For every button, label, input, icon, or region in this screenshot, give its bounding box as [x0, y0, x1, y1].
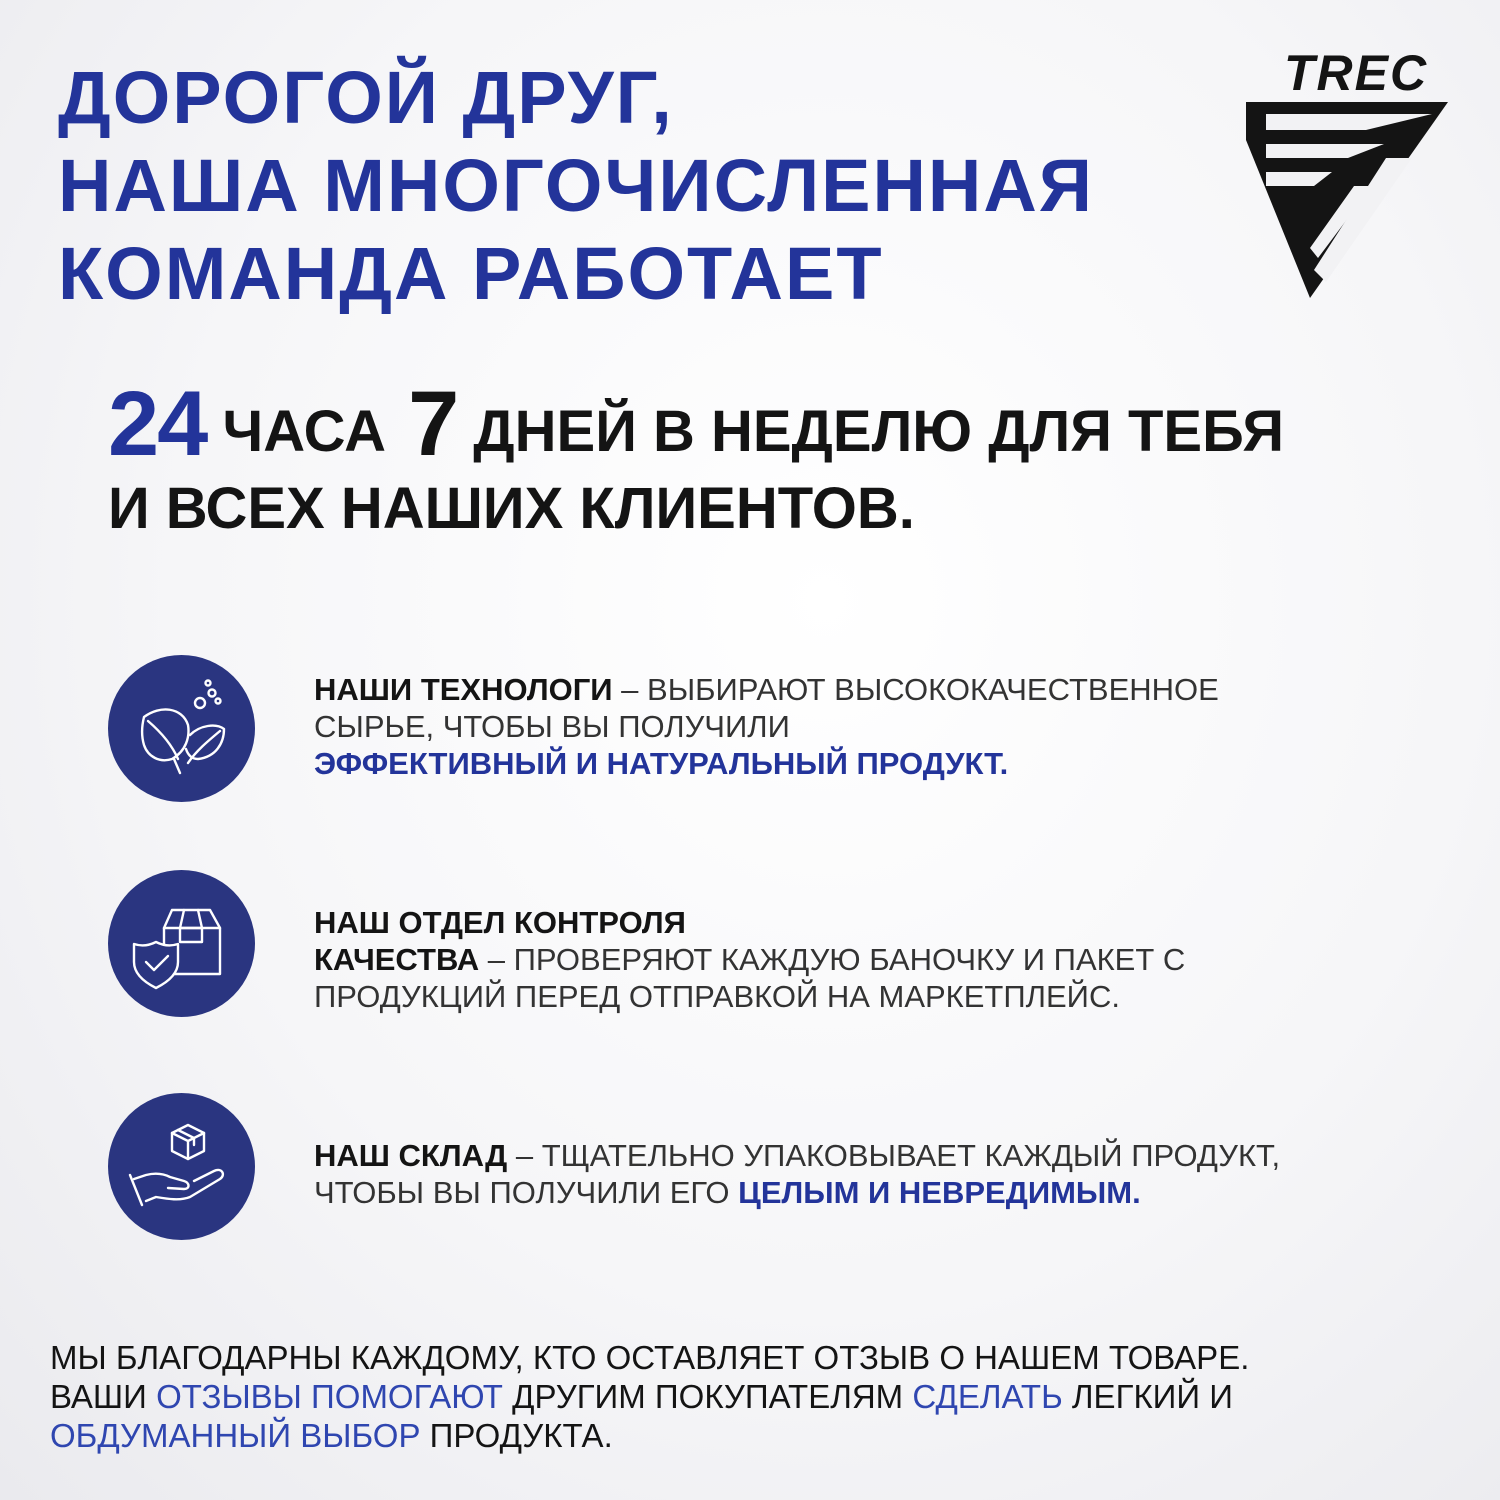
- footer-l3b: ПРОДУКТА.: [420, 1417, 613, 1454]
- headline-line-1: ДОРОГОЙ ДРУГ,: [58, 56, 674, 139]
- feature-bold-1: НАШ ОТДЕЛ КОНТРОЛЯ: [314, 905, 686, 940]
- feature-bold-2: КАЧЕСТВА: [314, 942, 480, 977]
- tagline-hours-word: ЧАСА: [222, 399, 386, 464]
- tagline: [108, 373, 1448, 548]
- feature-text-1: – ТЩАТЕЛЬНО УПАКОВЫВАЕТ КАЖДЫЙ ПРОДУКТ,: [507, 1138, 1281, 1173]
- feature-text: [314, 904, 1444, 1015]
- feature-text: [314, 1137, 1444, 1211]
- feature-text-2: ПРОДУКЦИЙ ПЕРЕД ОТПРАВКОЙ НА МАРКЕТПЛЕЙС.: [314, 979, 1120, 1014]
- feature-text: [314, 671, 1444, 782]
- logo-wordmark: TREC: [1283, 45, 1429, 101]
- headline-line-2: НАША МНОГОЧИСЛЕННАЯ: [58, 144, 1094, 227]
- footer-line-1: МЫ БЛАГОДАРНЫ КАЖДОМУ, КТО ОСТАВЛЯЕТ ОТЗЫВ О НАШЕМ ТОВАРЕ.: [50, 1339, 1250, 1376]
- headline-line-3: КОМАНДА РАБОТАЕТ: [58, 232, 884, 315]
- tagline-hours-number: 24: [108, 373, 207, 475]
- feature-accent: ЦЕЛЫМ И НЕВРЕДИМЫМ.: [738, 1175, 1141, 1210]
- tagline-line-2: И ВСЕХ НАШИХ КЛИЕНТОВ.: [108, 476, 915, 541]
- footer-l2a: ВАШИ: [50, 1378, 157, 1415]
- footer-reviews-help: ОТЗЫВЫ ПОМОГАЮТ: [156, 1378, 503, 1415]
- feature-text-1: – ПРОВЕРЯЮТ КАЖДУЮ БАНОЧКУ И ПАКЕТ С: [479, 942, 1186, 977]
- feature-text-2: СЫРЬЕ, ЧТОБЫ ВЫ ПОЛУЧИЛИ: [314, 709, 790, 744]
- footer-l2e: ЛЕГКИЙ И: [1062, 1378, 1233, 1415]
- footer-thoughtful-choice: ОБДУМАННЫЙ ВЫБОР: [50, 1417, 421, 1454]
- tagline-days-number: 7: [408, 373, 460, 475]
- tagline-rest: ДНЕЙ В НЕДЕЛЮ ДЛЯ ТЕБЯ: [473, 399, 1285, 464]
- footer-make: СДЕЛАТЬ: [912, 1378, 1063, 1415]
- feature-text-2: ЧТОБЫ ВЫ ПОЛУЧИЛИ ЕГО: [314, 1175, 739, 1210]
- feature-icon-circle: [108, 1093, 255, 1240]
- box-shield-icon: [108, 870, 255, 1017]
- feature-bold: НАШИ ТЕХНОЛОГИ: [314, 672, 613, 707]
- feature-icon-circle: [108, 655, 255, 802]
- footer-thanks: [50, 1338, 1470, 1455]
- hand-box-icon: [108, 1093, 255, 1240]
- feature-icon-circle: [108, 870, 255, 1017]
- trec-emblem-icon: [1236, 100, 1456, 300]
- leaf-bubbles-icon: [108, 655, 255, 802]
- feature-text-1: – ВЫБИРАЮТ ВЫСОКОКАЧЕСТВЕННОЕ: [612, 672, 1219, 707]
- trec-logo: [1236, 44, 1456, 306]
- feature-bold: НАШ СКЛАД: [314, 1138, 508, 1173]
- feature-accent: ЭФФЕКТИВНЫЙ И НАТУРАЛЬНЫЙ ПРОДУКТ.: [314, 746, 1009, 781]
- headline: [58, 54, 1188, 318]
- footer-l2c: ДРУГИМ ПОКУПАТЕЛЯМ: [502, 1378, 913, 1415]
